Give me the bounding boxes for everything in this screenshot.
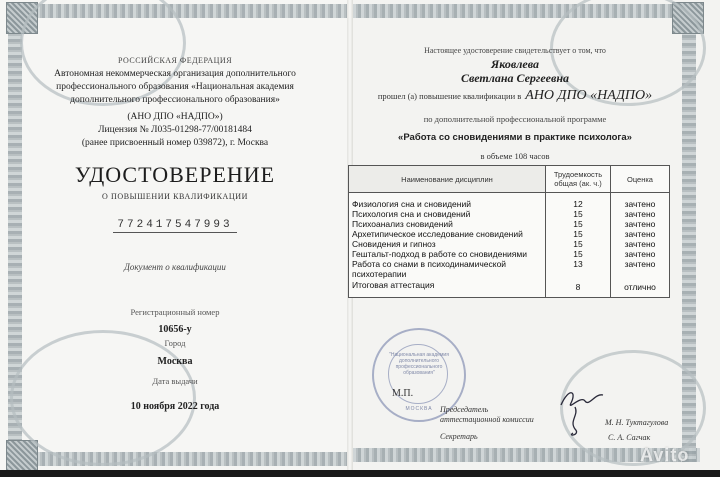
chair-label-line: аттестационной комиссии [440, 415, 534, 424]
table-row [349, 209, 670, 219]
guilloche-swirl [10, 330, 196, 466]
city-label: Город [164, 338, 186, 348]
completion-line [350, 86, 680, 104]
corner-ornament [6, 440, 38, 470]
watermark: Avito [640, 445, 690, 465]
org-line: дополнительного профессионального образования» [70, 95, 280, 105]
header-hours: Трудоемкость общая (ак. ч.) [546, 166, 611, 193]
discipline-hours: 15 [546, 239, 611, 249]
document-subtitle: О ПОВЫШЕНИИ КВАЛИФИКАЦИИ [101, 192, 249, 201]
header-grade: Оценка [611, 166, 670, 193]
discipline-hours: 8 [546, 279, 611, 292]
signature-icon [555, 385, 610, 445]
discipline-name: Физиология сна и сновидений [352, 198, 471, 209]
table-row [349, 219, 670, 229]
discipline-hours: 15 [546, 229, 611, 239]
organization-name [0, 68, 350, 107]
org-short-name: (АНО ДПО «НАДПО») [127, 112, 223, 122]
discipline-grade: зачтено [624, 228, 656, 239]
discipline-name: Итоговая аттестация [352, 280, 435, 290]
left-page [0, 0, 350, 470]
issue-date: 10 ноября 2022 года [130, 401, 220, 412]
registration-label: Регистрационный номер [130, 307, 220, 317]
previous-number: (ранее присвоенный номер 039872), г. Москва [81, 138, 269, 148]
mp-label: М.П. [392, 388, 414, 399]
discipline-grade: зачтено [624, 258, 656, 269]
completion-org: АНО ДПО «НАДПО» [525, 88, 653, 103]
registration-number: 10656-у [158, 324, 192, 335]
table-row [349, 229, 670, 239]
discipline-grade: зачтено [624, 198, 656, 209]
org-line: Автономная некоммерческая организация дополнительного [54, 69, 296, 79]
program-name: «Работа со сновидениями в практике психолога» [398, 132, 632, 143]
table-row [349, 279, 670, 292]
discipline-hours: 15 [546, 219, 611, 229]
discipline-name: Архетипическое исследование сновидений [352, 228, 523, 239]
program-volume: в объеме 108 часов [480, 151, 550, 161]
discipline-hours: 15 [546, 249, 611, 259]
country-label: РОССИЙСКАЯ ФЕДЕРАЦИЯ [117, 56, 233, 65]
recipient-surname: Яковлева [490, 57, 540, 71]
document-type: Документ о квалификации [124, 262, 226, 272]
table-row [349, 249, 670, 259]
discipline-name: Гештальт-подход в работе со сновидениями [352, 248, 527, 259]
chair-name: М. Н. Туктагулова [605, 418, 669, 427]
org-details [0, 111, 350, 150]
discipline-grade: зачтено [624, 248, 656, 259]
discipline-name: Психология сна и сновидений [352, 208, 471, 219]
org-line: профессионального образования «Национальная академия [56, 82, 294, 92]
license-number: Лицензия № Л035-01298-77/00181484 [98, 125, 252, 135]
discipline-hours: 13 [546, 259, 611, 279]
table-row [349, 259, 670, 279]
seal-text: "Национальная академия дополнительного профессионального образования" [389, 352, 449, 376]
serial-number-wrap [0, 214, 350, 233]
program-label: по дополнительной профессиональной программе [423, 114, 607, 124]
city-value: Москва [157, 356, 193, 367]
table-header-row [349, 166, 670, 193]
discipline-grade: отлично [624, 281, 656, 292]
table-row [349, 239, 670, 249]
discipline-grade: зачтено [624, 208, 656, 219]
serial-number: 772417547993 [113, 219, 236, 233]
intro-text: Настоящее удостоверение свидетельствует о том, что [424, 46, 606, 55]
issue-date-label: Дата выдачи [152, 376, 198, 386]
discipline-name: Сновидения и гипноз [352, 238, 436, 249]
seal-city: МОСКВА [405, 406, 433, 412]
chair-label [440, 405, 534, 425]
discipline-hours: 15 [546, 209, 611, 219]
secretary-label: Секретарь [440, 432, 478, 441]
discipline-name: Психоанализ сновидений [352, 218, 453, 229]
completion-prefix: прошел (а) повышение квалификации в [377, 91, 522, 101]
discipline-grade: зачтено [624, 218, 656, 229]
table-row [349, 199, 670, 209]
discipline-hours: 12 [546, 199, 611, 209]
discipline-name: Работа со снами в психодинамической психотерапии [352, 258, 507, 279]
header-discipline: Наименование дисциплин [349, 166, 546, 193]
discipline-grade: зачтено [624, 238, 656, 249]
chair-label-line: Председатель [440, 405, 489, 414]
recipient-given-names: Светлана Сергеевна [460, 71, 570, 85]
disciplines-table [348, 165, 670, 298]
document-title: УДОСТОВЕРЕНИЕ [74, 162, 276, 187]
secretary-name: С. А. Сагчак [608, 433, 651, 442]
